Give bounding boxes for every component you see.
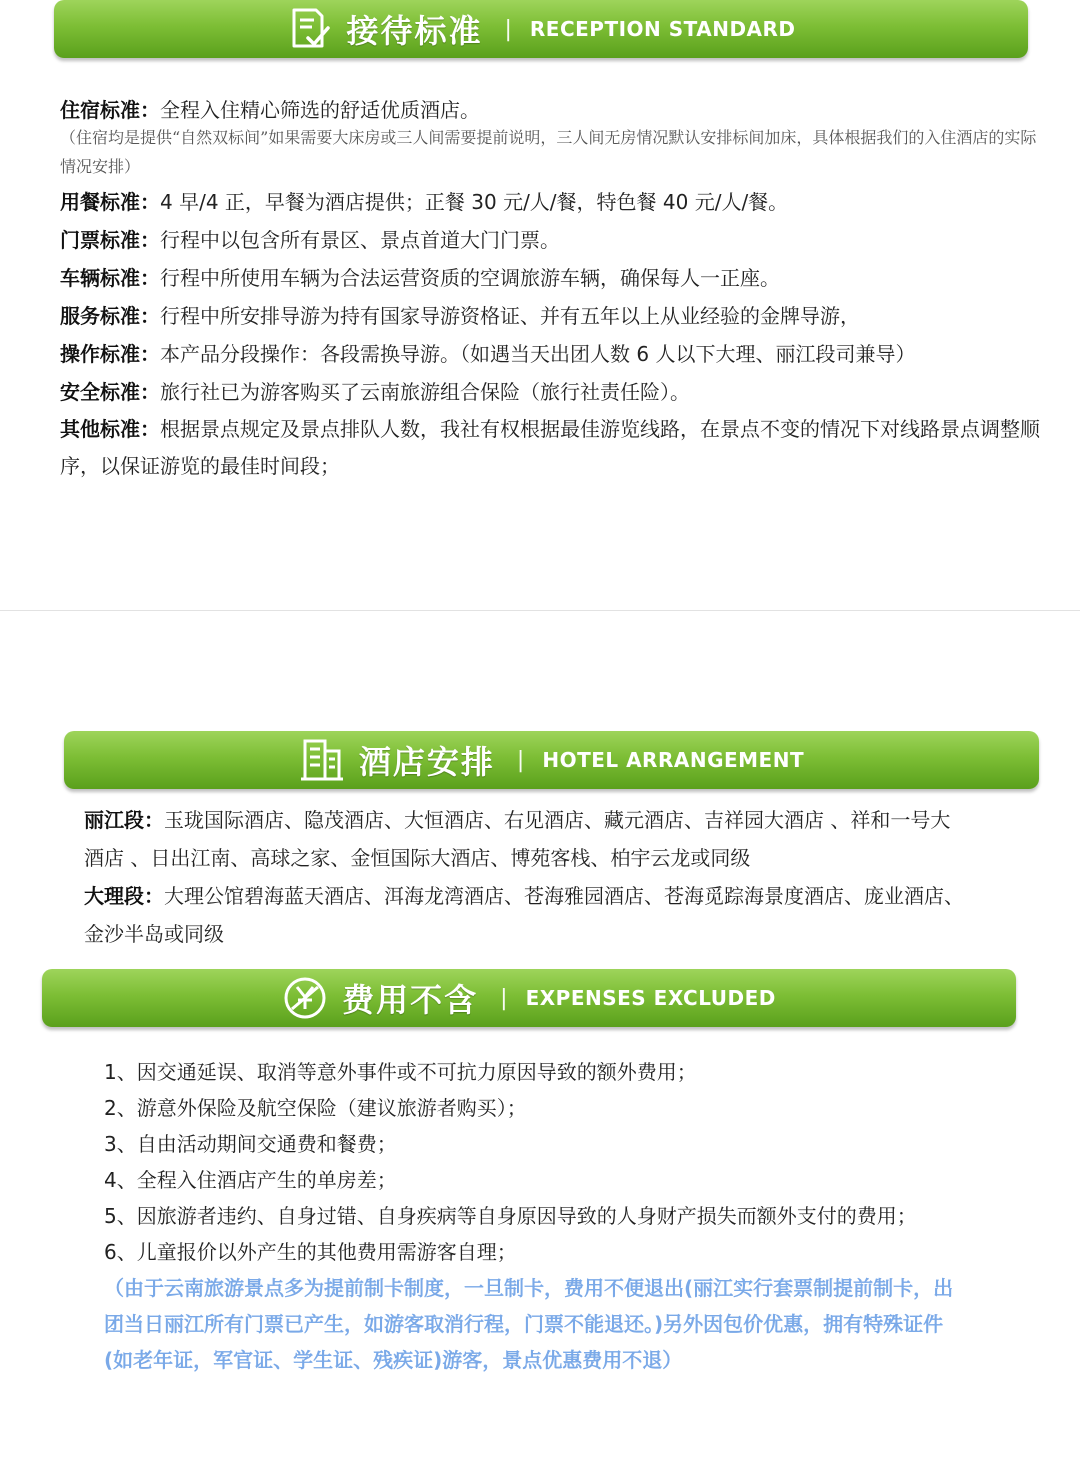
reception-rules xyxy=(60,91,1050,485)
rule-text: 全程入住精心筛选的舒适优质酒店。 xyxy=(160,98,480,122)
hotel-title-en: HOTEL ARRANGEMENT xyxy=(542,748,805,772)
rule-other xyxy=(60,411,1050,485)
section-divider xyxy=(0,610,1080,611)
accommodation-note: （住宿均是提供“自然双标间”如果需要大床房或三人间需要提前说明，三人间无房情况默认安排标间加床，具体根据我们的入住酒店的实际情况安排） xyxy=(60,128,1037,176)
rule-meals xyxy=(60,183,1050,221)
rule-operation xyxy=(60,335,1050,373)
hotel-lijiang xyxy=(84,801,964,877)
expenses-list xyxy=(104,1054,954,1378)
reception-banner xyxy=(54,0,1028,58)
expense-item: 5、因旅游者违约、自身过错、自身疾病等自身原因导致的人身财产损失而额外支付的费用； xyxy=(104,1204,917,1228)
hotel-title: 酒店安排 xyxy=(358,743,495,781)
rule-label: 用餐标准： xyxy=(60,190,160,214)
hotel-region-label: 大理段： xyxy=(84,884,164,908)
hotel-list xyxy=(84,801,964,953)
title-separator: | xyxy=(500,985,508,1011)
rule-text: 根据景点规定及景点排队人数，我社有权根据最佳游览线路，在景点不变的情况下对线路景点调整顺序，以保证游览的最佳时间段； xyxy=(60,417,1040,478)
checklist-icon xyxy=(286,6,332,52)
expense-item: 6、儿童报价以外产生的其他费用需游客自理； xyxy=(104,1240,517,1264)
hotel-region-text: 玉珑国际酒店、隐茂酒店、大恒酒店、右见酒店、藏元酒店、吉祥园大酒店 、祥和一号大酒店 、日出江南、高球之家、金恒国际大酒店、博苑客栈、柏宇云龙或同级 xyxy=(84,808,951,870)
expense-item: 2、游意外保险及航空保险（建议旅游者购买）； xyxy=(104,1096,527,1120)
rule-label: 其他标准： xyxy=(60,417,160,441)
rule-text: 4 早/4 正，早餐为酒店提供；正餐 30 元/人/餐，特色餐 40 元/人/餐。 xyxy=(160,190,789,214)
hotel-dali xyxy=(84,877,964,953)
rule-label: 门票标准： xyxy=(60,228,160,252)
expenses-title-en: EXPENSES EXCLUDED xyxy=(525,986,776,1010)
title-separator: | xyxy=(504,16,512,42)
expense-item: 1、因交通延误、取消等意外事件或不可抗力原因导致的额外费用； xyxy=(104,1060,697,1084)
reception-title-en: RECEPTION STANDARD xyxy=(529,17,796,41)
hotel-region-text: 大理公馆碧海蓝天酒店、洱海龙湾酒店、苍海雅园酒店、苍海觅踪海景度酒店、庞业酒店、金沙半岛或同级 xyxy=(84,884,964,946)
expenses-title: 费用不含 xyxy=(342,981,479,1019)
building-icon xyxy=(299,737,345,783)
rule-label: 服务标准： xyxy=(60,304,160,328)
expense-item: 3、自由活动期间交通费和餐费； xyxy=(104,1132,397,1156)
rule-label: 操作标准： xyxy=(60,342,160,366)
reception-title: 接待标准 xyxy=(346,12,483,50)
refund-notice: （由于云南旅游景点多为提前制卡制度，一旦制卡，费用不便退出(丽江实行套票制提前制卡，出团当日丽江所有门票已产生，如游客取消行程，门票不能退还。)另外因包价优惠，拥有特殊证件(如老年证，军官证、学生证、残疾证)游客，景点优惠费用不退） xyxy=(104,1276,954,1372)
title-separator: | xyxy=(516,747,525,773)
rule-label: 安全标准： xyxy=(60,380,160,404)
rule-text: 本产品分段操作：各段需换导游。（如遇当天出团人数 6 人以下大理、丽江段司兼导） xyxy=(160,342,916,366)
rule-label: 住宿标准： xyxy=(60,98,160,122)
rule-text: 行程中所使用车辆为合法运营资质的空调旅游车辆，确保每人一正座。 xyxy=(160,266,780,290)
rule-text: 旅行社已为游客购买了云南旅游组合保险（旅行社责任险）。 xyxy=(160,380,690,404)
rule-text: 行程中以包含所有景区、景点首道大门门票。 xyxy=(160,228,560,252)
hotel-banner xyxy=(64,731,1039,789)
rule-text: 行程中所安排导游为持有国家导游资格证、并有五年以上从业经验的金牌导游， xyxy=(160,304,860,328)
hotel-region-label: 丽江段： xyxy=(84,808,164,832)
rule-vehicles xyxy=(60,259,1050,297)
rule-label: 车辆标准： xyxy=(60,266,160,290)
no-yuan-icon xyxy=(282,975,328,1021)
rule-safety xyxy=(60,373,1050,411)
expense-item: 4、全程入住酒店产生的单房差； xyxy=(104,1168,397,1192)
expenses-banner xyxy=(42,969,1016,1027)
rule-tickets xyxy=(60,221,1050,259)
rule-service xyxy=(60,297,1050,335)
